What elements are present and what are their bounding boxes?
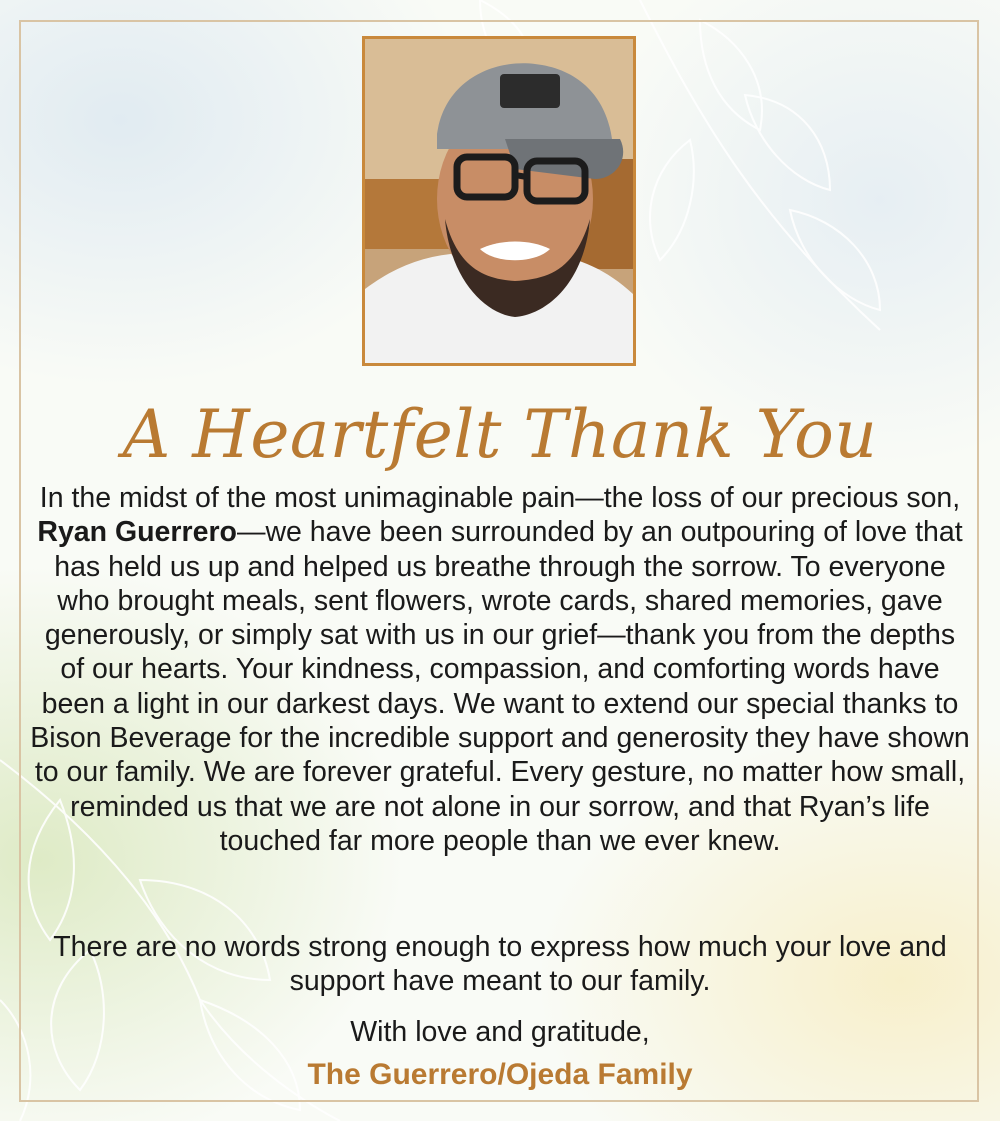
son-name: Ryan Guerrero bbox=[37, 516, 237, 549]
page-title: A Heartfelt Thank You bbox=[122, 396, 878, 473]
message-second-paragraph: There are no words strong enough to express how much your love and support have meant to our family. bbox=[53, 931, 947, 997]
portrait-photo bbox=[362, 36, 636, 366]
closing-line: With love and gratitude, bbox=[350, 1016, 650, 1048]
message-intro: In the midst of the most unimaginable pain—the loss of our precious son, bbox=[39, 482, 961, 514]
message-paragraph bbox=[30, 481, 970, 858]
portrait-photo-icon bbox=[365, 39, 633, 363]
family-signature: The Guerrero/Ojeda Family bbox=[307, 1058, 693, 1091]
message-rest: —we have been surrounded by an outpouring of love that has held us up and helped us breathe through the sorrow. To everyone who brought meals, sent flowers, wrote cards, shared memories, gave generously, or simply sat with us in our grief—thank you from the depths of our hearts. Your kindness, compassion, and comforting words have been a light in our darkest days. We want to extend our special thanks to Bison Beverage for the incredible support and generosity they have shown to our family. We are forever grateful. Every gesture, no matter how small, reminded us that we are not alone in our sorrow, and that Ryan’s life touched far more people than we ever knew. bbox=[30, 516, 970, 857]
